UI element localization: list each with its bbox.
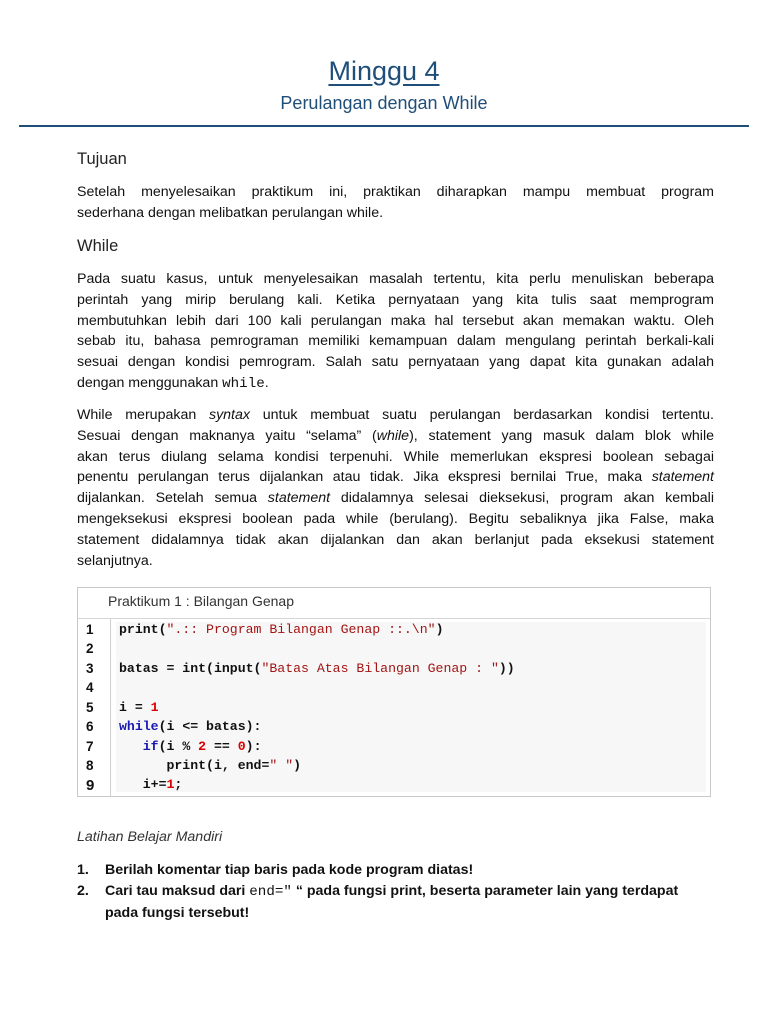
code-box-title: Praktikum 1 : Bilangan Genap bbox=[78, 588, 710, 619]
line-number: 7 bbox=[86, 739, 94, 754]
list-number: 2. bbox=[77, 883, 89, 899]
while-p2-line-7: statement didalamnya tidak akan dijalankan dan akan berlanjut pada eksekusi statement bbox=[77, 531, 714, 548]
while-p2-line-1 bbox=[77, 405, 714, 426]
tujuan-line-2: sederhana dengan melibatkan perulangan while. bbox=[77, 204, 384, 221]
code-box bbox=[77, 587, 711, 797]
line-number: 4 bbox=[86, 680, 94, 695]
line-number-gutter bbox=[78, 619, 111, 797]
while-p1-last-prefix: dengan menggunakan bbox=[77, 374, 223, 391]
item2-b: “ pada fungsi print, beserta parameter lain yang terdapat bbox=[291, 883, 679, 899]
code-text: (i % bbox=[158, 739, 199, 754]
while-p1-line-1: Pada suatu kasus, untuk menyelesaikan masalah tertentu, kita perlu menuliskan beberapa bbox=[77, 271, 714, 287]
while-p2-line-2 bbox=[77, 426, 714, 447]
while-p1-line-3: membutuhkan lebih dari 100 kali perulangan maka hal tersebut akan memakan waktu. Oleh bbox=[77, 312, 714, 329]
code-line-5 bbox=[119, 700, 159, 715]
heading-while: While bbox=[77, 237, 119, 255]
code-text: i = bbox=[119, 700, 151, 715]
exercise-heading: Latihan Belajar Mandiri bbox=[77, 829, 223, 845]
line-number: 2 bbox=[86, 641, 94, 656]
code-text: ): bbox=[245, 739, 262, 754]
line-number: 8 bbox=[86, 758, 94, 773]
page-subtitle: Perulangan dengan While bbox=[280, 93, 488, 113]
while-paragraph-2 bbox=[77, 405, 714, 571]
code-number: 0 bbox=[237, 739, 246, 754]
while-p2-line-6: mengeksekusi ekspresi boolean pada while (berulang). Begitu sebaliknya jika False, maka bbox=[77, 510, 714, 527]
p2-l1-a: While merupakan bbox=[77, 407, 209, 423]
list-number: 1. bbox=[77, 862, 89, 878]
p2-l5-em: statement bbox=[267, 490, 331, 507]
while-p2-line-8: selanjutnya. bbox=[77, 552, 153, 569]
code-number: 1 bbox=[150, 700, 159, 715]
code-line-7 bbox=[119, 739, 261, 754]
list-text bbox=[105, 860, 714, 881]
code-body bbox=[78, 619, 710, 797]
code-indent bbox=[119, 739, 143, 754]
code-text: == bbox=[206, 739, 238, 754]
tujuan-line-1: Setelah menyelesaikan praktikum ini, praktikan diharapkan mampu membuat program bbox=[77, 184, 714, 200]
while-p2-line-5 bbox=[77, 488, 714, 509]
p2-l1-b: untuk membuat suatu perulangan berdasarkan kondisi tertentu. bbox=[250, 407, 714, 423]
code-text: i+= bbox=[119, 777, 167, 792]
while-p1-line-5: sesuai dengan kondisi pemrogram. Salah satu pernyataan yang dapat kita gunakan adalah bbox=[77, 354, 714, 371]
page-title: Minggu 4 bbox=[328, 56, 440, 86]
code-text: print(i, end= bbox=[119, 758, 270, 773]
list-text bbox=[105, 881, 714, 924]
while-p1-line-2: perintah yang mirip berulang kali. Ketika pernyataan yang kita tulis saat memprogram bbox=[77, 291, 714, 308]
line-number: 6 bbox=[86, 719, 94, 734]
code-number: 2 bbox=[198, 739, 207, 754]
p2-l2-b: ), statement yang masuk dalam blok while bbox=[409, 427, 714, 444]
code-text: ) bbox=[293, 758, 302, 773]
list-text-line bbox=[105, 881, 714, 903]
code-keyword: while bbox=[119, 719, 159, 734]
p2-l2-em: while bbox=[376, 427, 410, 444]
p2-l5-a: dijalankan. Setelah semua bbox=[77, 490, 268, 507]
code-string: ".:: Program Bilangan Genap ::.\n" bbox=[166, 622, 436, 637]
heading-tujuan: Tujuan bbox=[77, 150, 127, 168]
while-p2-line-3: akan terus diulang selama kondisi terpenuhi. While memerlukan ekspresi boolean sebagai bbox=[77, 448, 714, 465]
while-p1-last-suffix: . bbox=[264, 374, 269, 391]
code-text: batas = int(input( bbox=[119, 661, 262, 676]
code-text: ; bbox=[174, 777, 183, 792]
while-inline-code: while bbox=[222, 375, 265, 392]
code-text: )) bbox=[498, 661, 515, 676]
code-number: 1 bbox=[166, 777, 175, 792]
item2-code: end=" bbox=[249, 884, 292, 900]
code-line-9 bbox=[119, 777, 182, 792]
code-string: "Batas Atas Bilangan Genap : " bbox=[261, 661, 499, 676]
code-keyword: if bbox=[142, 739, 159, 754]
item2-a: Cari tau maksud dari bbox=[105, 883, 250, 899]
p2-l1-em: syntax bbox=[208, 407, 250, 423]
list-text-line: Berilah komentar tiap baris pada kode program diatas! bbox=[105, 862, 474, 878]
while-p1-line-6 bbox=[77, 373, 714, 395]
while-p1-line-4: sebab itu, bahasa pemrograman memiliki kemampuan dalam mengulang perintah berkali-kali bbox=[77, 333, 714, 350]
list-text-line: pada fungsi tersebut! bbox=[105, 905, 250, 921]
code-line-6 bbox=[119, 719, 261, 734]
title-divider bbox=[19, 125, 749, 127]
p2-l2-a: Sesuai dengan maknanya yaitu “selama” ( bbox=[77, 427, 377, 444]
while-p2-line-4 bbox=[77, 467, 714, 488]
line-number: 1 bbox=[86, 622, 94, 637]
code-line-3 bbox=[119, 661, 515, 676]
code-line-8 bbox=[119, 758, 301, 773]
code-text: print( bbox=[119, 622, 167, 637]
code-string: " " bbox=[269, 758, 294, 773]
code-text: (i <= batas): bbox=[158, 719, 262, 734]
while-paragraph-1 bbox=[77, 269, 714, 395]
p2-l4-a: penentu perulangan terus dijalankan atau tidak. Jika ekspresi bernilai True, maka bbox=[77, 469, 652, 486]
line-number: 9 bbox=[86, 777, 95, 794]
tujuan-paragraph bbox=[77, 182, 714, 224]
p2-l5-b: didalamnya selesai dieksekusi, program akan kembali bbox=[330, 490, 714, 507]
p2-l4-em: statement bbox=[651, 469, 714, 486]
code-text: ) bbox=[435, 622, 444, 637]
code-line-1 bbox=[119, 622, 443, 637]
line-number: 5 bbox=[86, 700, 94, 715]
line-number: 3 bbox=[86, 661, 94, 676]
